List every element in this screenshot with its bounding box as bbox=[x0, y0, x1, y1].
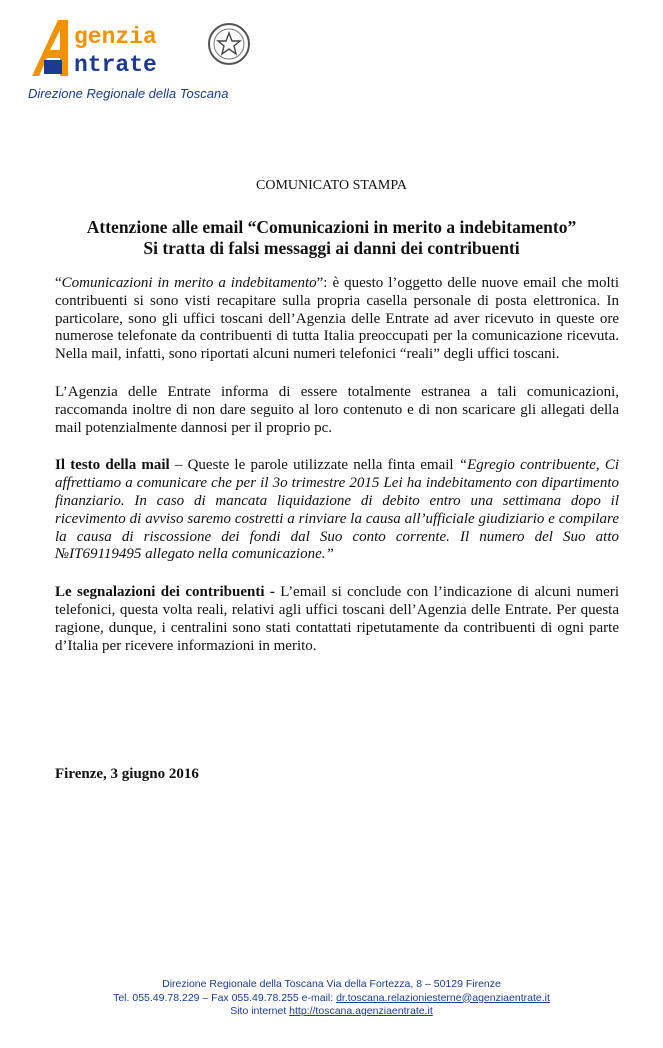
email-quote: “Egregio contribuente, Ci affrettiamo a comunicare che per il 3o trimestre 2015 Lei ha indebitamento con dipartimento finanziario. In caso di mancata liquidazione di debito entro una settimana dopo il ricevimento di avviso saremo costretti a rinviare la causa all’ufficiale giudiziario e compilare la causa di riscossione dei fondi dal Suo conto corrente. Il numero del Suo atto №IT69119495 allegato nella comunicazione.” bbox=[55, 457, 619, 563]
footer-contacts bbox=[0, 992, 663, 1006]
section-lead: Il testo della mail bbox=[55, 457, 170, 474]
footer-site-label: Sito internet bbox=[230, 1005, 290, 1017]
place-date: Firenze, 3 giugno 2016 bbox=[55, 766, 199, 782]
footer bbox=[0, 978, 663, 1019]
footer-address: Direzione Regionale della Toscana Via della Fortezza, 8 – 50129 Firenze bbox=[162, 978, 501, 990]
website-link[interactable]: http://toscana.agenziaentrate.it bbox=[289, 1005, 433, 1017]
svg-text:ntrate: ntrate bbox=[74, 52, 157, 78]
agenzia-entrate-logo bbox=[24, 14, 274, 84]
paragraph-reports bbox=[55, 584, 619, 655]
svg-text:genzia: genzia bbox=[74, 24, 157, 50]
email-link[interactable]: dr.toscana.relazioniesterne@agenziaentrate.it bbox=[336, 991, 550, 1004]
section-text: – Queste le parole utilizzate nella finta email bbox=[169, 457, 459, 474]
section-text: L’email si conclude con l’indicazione di alcuni numeri telefonici, questa volta reali, relativi agli uffici toscani dell’Agenzia delle Entrate. Per questa ragione, dunque, i centralini sono stati contattati ripetutamente da contribuenti di ogni parte d’Italia per ricevere informazioni in merito. bbox=[55, 584, 619, 654]
region-subtitle: Direzione Regionale della Toscana bbox=[28, 86, 229, 101]
footer-phone-fax: Tel. 055.49.78.229 – Fax 055.49.78.255 e-mail: bbox=[113, 991, 337, 1004]
footer-site bbox=[0, 1005, 663, 1019]
section-lead: Le segnalazioni dei contribuenti - bbox=[55, 584, 275, 601]
paragraph-disclaimer: L’Agenzia delle Entrate informa di essere totalmente estranea a tali comunicazioni, raccomanda inoltre di non dare seguito al loro contenuto e di non scaricare gli allegati della mail potenzialmente dannosi per il proprio pc. bbox=[55, 383, 619, 436]
headline-line-2: Si tratta di falsi messaggi ai danni dei contribuenti bbox=[143, 238, 520, 258]
article-body bbox=[55, 275, 619, 675]
paragraph-intro-text: : è questo l’oggetto delle nuove email che molti contribuenti si sono visti recapitare sulla propria casella personale di posta elettronica. In particolare, sono gli uffici toscani dell’Agenzia delle Entrate ad aver ricevuto in queste ore numerose telefonate da contribuenti di tutta Italia preoccupati per la comunicazione ricevuta. Nella mail, infatti, sono riportati alcuni numeri telefonici “reali” degli uffici toscani. bbox=[55, 275, 619, 363]
paragraph-intro: “Comunicazioni in merito a indebitamento”: è questo l’oggetto delle nuove email che molti contribuenti si sono visti recapitare sulla propria casella personale di posta elettronica. In particolare, sono gli uffici toscani dell’Agenzia delle Entrate ad aver ricevuto in queste ore numerose telefonate da contribuenti di tutta Italia preoccupati per la comunicazione ricevuta. Nella mail, infatti, sono riportati alcuni numeri telefonici “reali” degli uffici toscani. bbox=[55, 275, 619, 363]
headline-line-1: Attenzione alle email “Comunicazioni in merito a indebitamento” bbox=[86, 217, 577, 237]
republic-emblem-icon bbox=[209, 24, 249, 64]
paragraph-email-text bbox=[55, 457, 619, 564]
email-subject: Comunicazioni in merito a indebitamento bbox=[61, 275, 317, 291]
page-title bbox=[30, 217, 633, 259]
document-type: COMUNICATO STAMPA bbox=[256, 178, 407, 193]
